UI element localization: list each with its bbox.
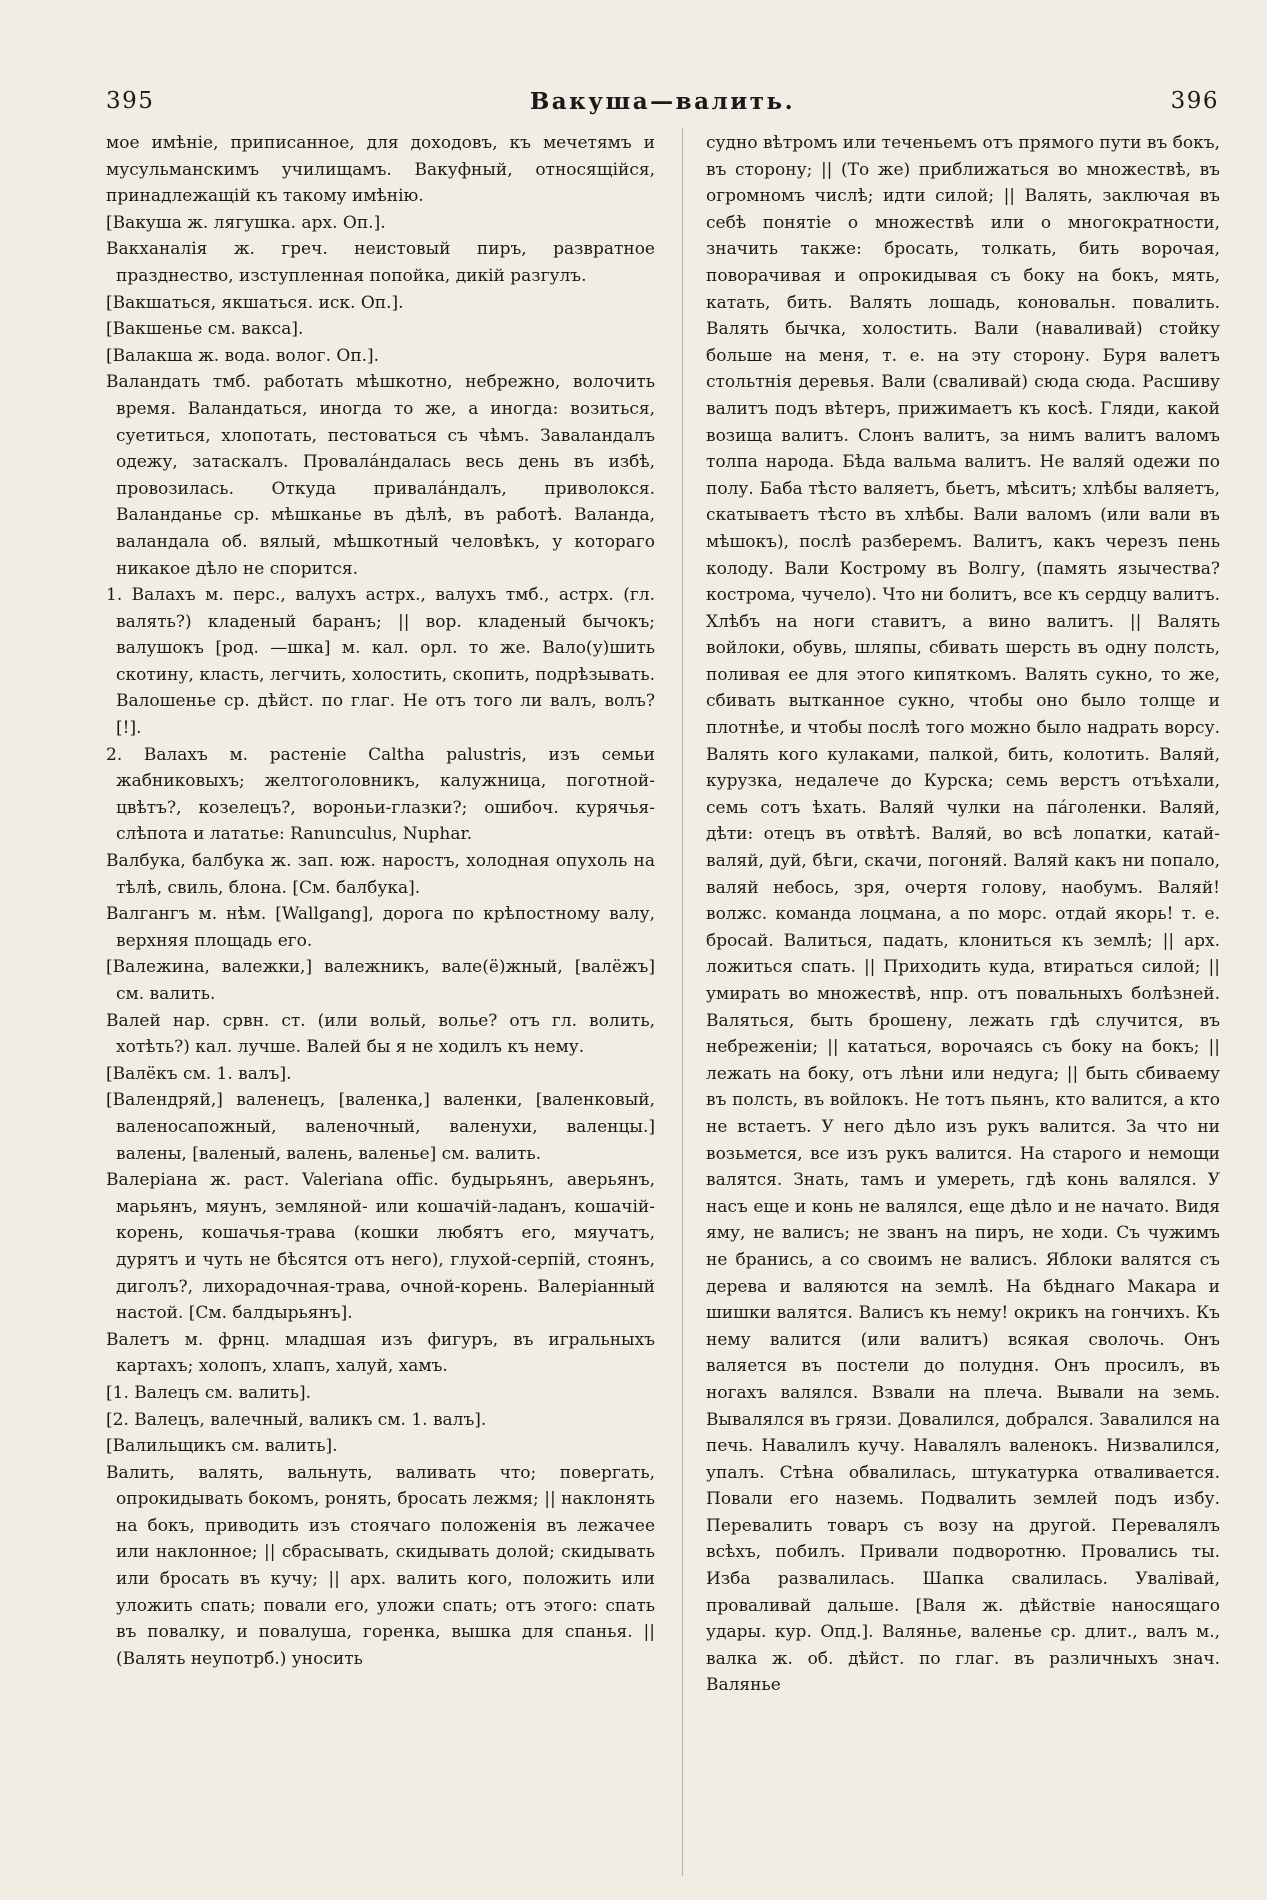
running-head	[106, 88, 1219, 122]
entry-paragraph: Валерiана ж. раст. Valeriana offic. будырьянъ, аверьянъ, марьянъ, мяунъ, земляной- или кошачiй-ладанъ, кошачiй-корень, кошачья-трава (кошки любятъ его, мяучатъ, дурятъ и чуть не бѣсятся отъ него), глухой-серпiй, стоянъ, диголъ?, лихорадочная-трава, очной-корень. Валерiанный настой. [См. балдырьянъ].	[106, 1170, 655, 1324]
entry-paragraph: [Валендряй,] валенецъ, [валенка,] валенки, [валенковый, валеносапожный, валеночный, валенухи, валенцы.] валены, [валеный, валень, валенье] см. валить.	[106, 1090, 655, 1164]
entry-paragraph: Валей нар. срвн. ст. (или вольй, волье? отъ гл. волить, хотѣть?) кал. лучше. Валей бы я не ходилъ къ нему.	[106, 1010, 655, 1058]
column-divider	[682, 128, 683, 1876]
entry-paragraph: Валгангъ м. нѣм. [Wallgang], дорога по крѣпостному валу, верхняя площадь его.	[106, 904, 655, 951]
entry-paragraph: Вакханалiя ж. греч. неистовый пиръ, развратное празднество, изступленная попойка, дикiй разгулъ.	[106, 239, 655, 286]
entry-paragraph: Валбука, балбука ж. зап. юж. наростъ, холодная опухоль на тѣлѣ, свиль, блона. [См. балбука].	[106, 851, 655, 898]
entry-paragraph: Валетъ м. фрнц. младшая изъ фигуръ, въ игральныхъ картахъ; холопъ, хлапъ, халуй, хамъ.	[106, 1329, 655, 1377]
running-title: Вакуша—валить.	[529, 88, 796, 115]
entry-paragraph: [Вакшенье см. вакса].	[106, 319, 304, 340]
entry-paragraph: [Валёкъ см. 1. валъ].	[106, 1063, 292, 1084]
left-column	[106, 130, 655, 1878]
entry-paragraph: [Валильщикъ см. валить].	[106, 1436, 338, 1457]
entry-paragraph: 1. Валахъ м. перс., валухъ астрх., валухъ тмб., астрх. (гл. валять?) кладеный баранъ; || вор. кладеный бычокъ; валушокъ [род. —шка] м. кал. орл. то же. Вало(у)шить скотину, класть, легчить, холостить, скопить, подрѣзывать. Валошенье ср. дѣйст. по глаг. Не отъ того ли валъ, волъ? [!].	[106, 585, 655, 739]
entry-paragraph: 2. Валахъ м. растенiе Caltha palustris, изъ семьи жабниковыхъ; желтоголовникъ, калужница, поготной-цвѣтъ?, козелецъ?, вороньи-глазки?; ошибоч. курячья-слѣпота и лататье: Ranunculus, Nuphar.	[106, 744, 655, 845]
entry-paragraph: [Вакуша ж. лягушка. арх. Оп.].	[106, 212, 386, 233]
entry-paragraph: судно вѣтромъ или теченьемъ отъ прямого пути въ бокъ, въ сторону; || (То же) приближаться во множествѣ, въ огромномъ числѣ; идти силой; || Валять, заключая въ себѣ понятiе о множествѣ или о многократности, значить также: бросать, толкать, бить ворочая, поворачивая и опрокидывая съ боку на бокъ, мять, катать, бить. Валять лошадь, коновальн. повалить. Валять бычка, холостить. Вали (наваливай) стойку больше на меня, т. е. на эту сторону. Буря валетъ стольтнiя деревья. Вали (сваливай) сюда сюда. Расшиву валитъ подъ вѣтеръ, прижимаетъ къ косѣ. Гляди, какой возища валитъ. Слонъ валитъ, за нимъ валитъ валомъ толпа народа. Бѣда вальма валитъ. Не валяй одежи по полу. Баба тѣсто валяетъ, бьетъ, мѣситъ; хлѣбы валяетъ, скатываетъ тѣсто въ хлѣбы. Вали валомъ (или вали въ мѣшокъ), послѣ разберемъ. Валитъ, какъ черезъ пень колоду. Вали Кострому въ Волгу, (память язычества? кострома, чучело). Что ни болитъ, все къ сердцу валитъ. Хлѣбъ на ноги ставитъ, а вино валитъ. || Валять войлоки, обувь, шляпы, сбивать шерсть въ одну полсть, поливая ее для этого кипяткомъ. Валять сукно, то же, сбивать вытканное сукно, чтобы оно было толще и плотнѣе, и чтобы послѣ того можно было надрать ворсу. Валять кого кулаками, палкой, бить, колотить. Валяй, курузка, недалече до Курска; семь верстъ отъѣхали, семь сотъ ѣхать. Валяй чулки на пáголенки. Валяй, дѣти: отецъ въ отвѣтѣ. Валяй, во всѣ лопатки, катай-валяй, дуй, бѣги, скачи, погоняй. Валяй какъ ни попало, валяй небось, зря, очертя голову, наобумъ. Валяй! волжс. команда лоцмана, а по морс. отдай якорь! т. е. бросай. Валиться, падать, клониться къ землѣ; || арх. ложиться спать. || Приходить куда, втираться силой; || умирать во множествѣ, нпр. отъ повальныхъ болѣзней. Валяться, быть брошену, лежать гдѣ случится, въ небреженiи; || кататься, ворочаясь съ боку на бокъ; || лежать на боку, отъ лѣни или недуга; || быть сбиваему въ полсть, въ войлокъ. Не тотъ пьянъ, кто валится, а кто не встаетъ. У него дѣло изъ рукъ валится. За что ни возьмется, все изъ рукъ валится. На старого и немощи валятся. Знать, тамъ и умереть, гдѣ конь валялся. У насъ еще и конь не валялся, еще дѣло и не начато. Видя яму, не валисъ; не званъ на пиръ, не ходи. Съ чужимъ не бранись, а со своимъ не валисъ. Яблоки валятся съ дерева и валяются на землѣ. На бѣднаго Макара и шишки валятся. Валисъ къ нему! окрикъ на гончихъ. Къ нему валится (или валитъ) всякая сволочь. Онъ валяется въ постели до полудня. Онъ просилъ, въ ногахъ валялся. Взвали на плеча. Вывали на земь. Вывалялся въ грязи. Довалился, добрался. Завалился на печь. Навалилъ кучу. Навалялъ валенокъ. Низвалился, упалъ. Стѣна обвалилась, штукатурка отваливается. Повали его наземь. Подвалить землей подъ избу. Перевалить товаръ съ возу на другой. Перевалялъ всѣхъ, побилъ. Привали подворотню. Провались ты. Изба развалилась. Шапка свалилась. Увалiвай, проваливай дальше. [Валя ж. дѣйствiе наносящаго удары. кур. Опд.]. Валянье, валенье ср. длит., валъ м., валка ж. об. дѣйст. по глаг. въ различныхъ знач. Валянье	[706, 133, 1220, 1696]
entry-paragraph: мое имѣнiе, приписанное, для доходовъ, къ мечетямъ и мусульманскимъ училищамъ. Вакуфный, относящiйся, принадлежащiй къ такому имѣнiю.	[106, 133, 655, 207]
right-column	[706, 130, 1220, 1878]
entry-paragraph: [Валакша ж. вода. волог. Оп.].	[106, 345, 380, 366]
page-number-right: 396	[1170, 88, 1219, 114]
page-number-left: 395	[106, 88, 155, 114]
entry-paragraph: [Вакшаться, якшаться. иск. Оп.].	[106, 292, 404, 313]
entry-paragraph: Валить, валять, вальнуть, валивать что; повергать, опрокидывать бокомъ, ронять, бросать лежмя; || наклонять на бокъ, приводить изъ стоячаго положенiя въ лежачее или наклонное; || сбрасывать, скидывать долой; скидывать или бросать въ кучу; || арх. валить кого, положить или уложить спать; повали его, уложи спать; отъ этого: спать въ повалку, и повалуша, горенка, вышка для спанья. || (Валять неупотрб.) уносить	[106, 1462, 655, 1669]
entry-paragraph: [2. Валецъ, валечный, валикъ см. 1. валъ].	[106, 1409, 487, 1430]
entry-paragraph: Валандать тмб. работать мѣшкотно, небрежно, волочить время. Валандаться, иногда то же, а иногда: возиться, суетиться, хлопотать, пестоваться съ чѣмъ. Заваландалъ одежу, затаскалъ. Провалáндалась весь день въ избѣ, провозилась. Откуда привалáндалъ, приволокся. Валанданье ср. мѣшканье въ дѣлѣ, въ работѣ. Валанда, валандала об. вялый, мѣшкотный человѣкъ, у котораго никакое дѣло не спорится.	[106, 372, 655, 579]
entry-paragraph: [1. Валецъ см. валить].	[106, 1382, 311, 1403]
entry-paragraph: [Валежина, валежки,] валежникъ, вале(ё)жный, [валёжъ] см. валить.	[106, 957, 655, 1004]
